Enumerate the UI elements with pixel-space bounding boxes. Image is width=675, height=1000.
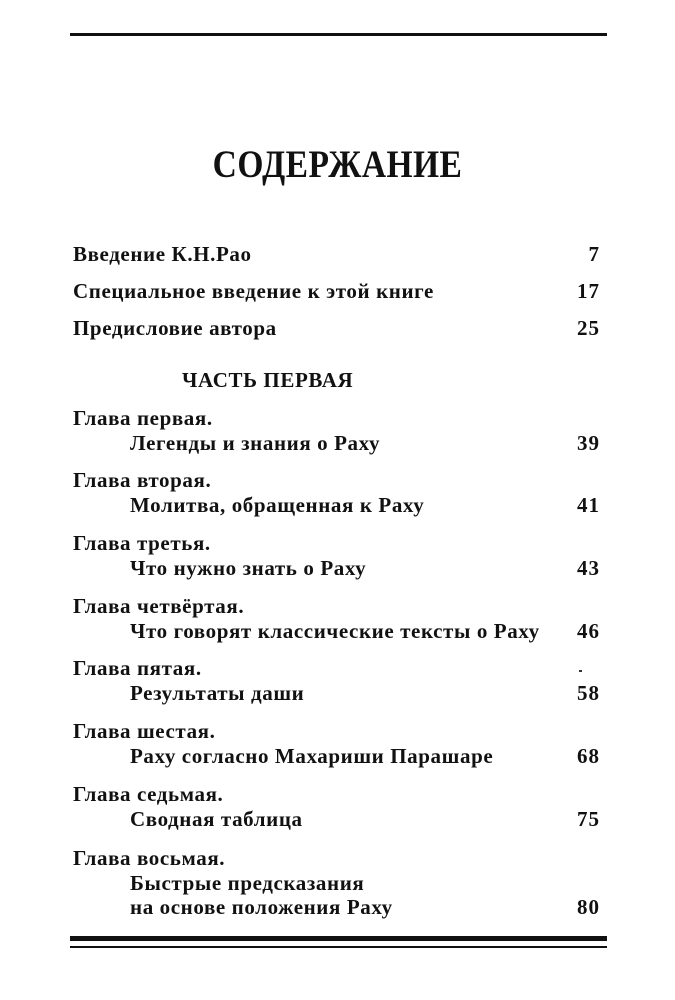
toc-entry-label: на основе положения Раху [130,895,393,919]
toc-entry-page: 41 [577,493,600,517]
toc-entry-page: 58 [577,681,600,705]
toc-entry-page: 17 [577,279,600,303]
toc-entry-page: 43 [577,556,600,580]
chapter-label: Глава пятая. [73,656,202,680]
chapter-label: Глава вторая. [73,468,212,492]
toc-entry-label: Быстрые предсказания [130,871,365,895]
toc-entry-label: Сводная таблица [130,807,303,831]
toc-entry-label: Что говорят классические тексты о Раху [130,619,540,643]
toc-entry-label: Введение К.Н.Рао [73,242,252,266]
chapter-label: Глава первая. [73,406,213,430]
toc-entry-label: Раху согласно Махариши Парашаре [130,744,494,768]
toc-entry-label: Молитва, обращенная к Раху [130,493,425,517]
part-heading: ЧАСТЬ ПЕРВАЯ [182,368,354,392]
toc-entry-page: 46 [577,619,600,643]
toc-entry-label: Предисловие автора [73,316,277,340]
toc-entry-label: Результаты даши [130,681,305,705]
toc-entry-page: 39 [577,431,600,455]
top-rule [70,33,607,36]
bottom-rule-thick [70,936,607,941]
chapter-label: Глава восьмая. [73,846,226,870]
chapter-label: Глава седьмая. [73,782,224,806]
print-speck [579,670,582,672]
toc-entry-page: 25 [577,316,600,340]
toc-entry-page: 68 [577,744,600,768]
toc-entry-page: 7 [588,242,600,266]
bottom-rule-thin [70,946,607,948]
chapter-label: Глава шестая. [73,719,216,743]
toc-entry-label: Легенды и знания о Раху [130,431,381,455]
chapter-label: Глава четвёртая. [73,594,245,618]
page-title: СОДЕРЖАНИЕ [212,143,463,186]
chapter-label: Глава третья. [73,531,211,555]
toc-entry-page: 80 [577,895,600,919]
toc-entry-label: Что нужно знать о Раху [130,556,367,580]
toc-entry-label: Специальное введение к этой книге [73,279,434,303]
toc-entry-page: 75 [577,807,600,831]
